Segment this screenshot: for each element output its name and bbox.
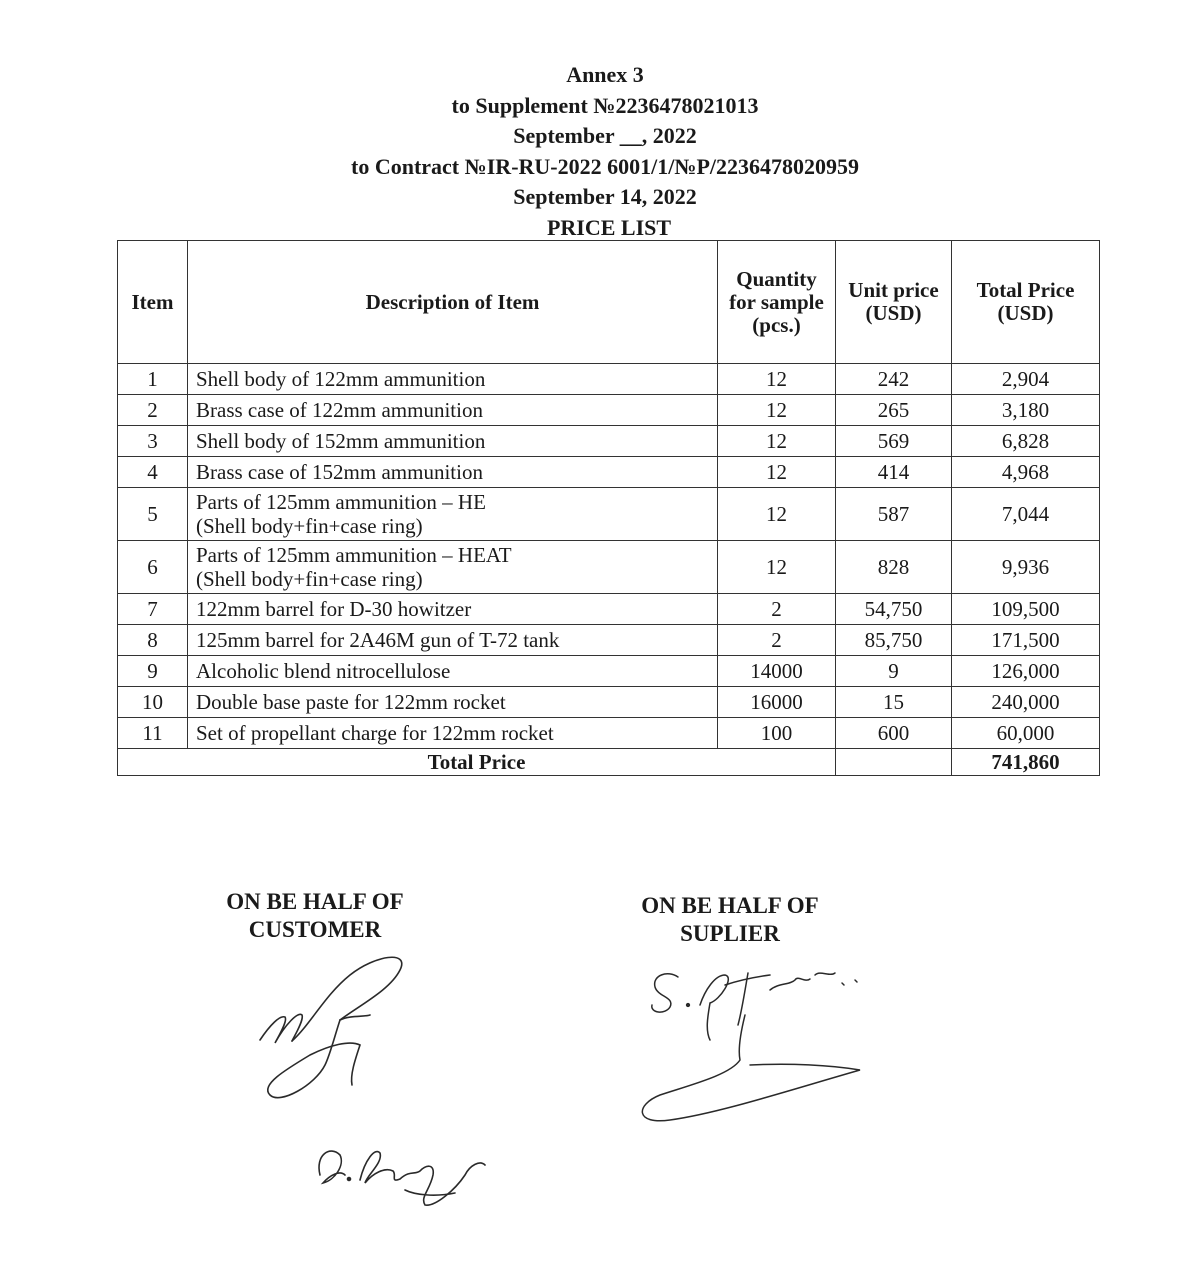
table-row — [118, 457, 1100, 488]
item-number: 10 — [118, 687, 188, 718]
header-quantity: Quantity for sample (pcs.) — [718, 241, 836, 364]
supplier-label-line2: SUPLIER — [680, 921, 780, 946]
table-row — [118, 541, 1100, 594]
item-unit-price: 54,750 — [836, 594, 952, 625]
price-list-title: PRICE LIST — [546, 215, 672, 240]
table-row — [118, 426, 1100, 457]
table-row — [118, 594, 1100, 625]
supplier-label-line1: ON BE HALF OF — [641, 893, 819, 918]
item-unit-price: 265 — [836, 395, 952, 426]
item-number: 6 — [118, 541, 188, 594]
item-description: 125mm barrel for 2A46M gun of T-72 tank — [188, 625, 718, 656]
header-item: Item — [118, 241, 188, 364]
item-unit-price: 828 — [836, 541, 952, 594]
total-empty-cell — [836, 749, 952, 776]
item-number: 7 — [118, 594, 188, 625]
table-row — [118, 718, 1100, 749]
item-unit-price: 414 — [836, 457, 952, 488]
total-row — [118, 749, 1100, 776]
item-description: Shell body of 152mm ammunition — [188, 426, 718, 457]
item-total-price: 4,968 — [952, 457, 1100, 488]
table-row — [118, 656, 1100, 687]
item-number: 4 — [118, 457, 188, 488]
supplier-signature — [630, 955, 890, 1130]
item-quantity: 12 — [718, 395, 836, 426]
item-total-price: 2,904 — [952, 364, 1100, 395]
item-number: 2 — [118, 395, 188, 426]
total-label: Total Price — [118, 749, 836, 776]
table-row — [118, 488, 1100, 541]
table-row — [118, 687, 1100, 718]
item-number: 9 — [118, 656, 188, 687]
item-quantity: 12 — [718, 426, 836, 457]
customer-label-line2: CUSTOMER — [248, 917, 382, 942]
item-unit-price: 600 — [836, 718, 952, 749]
item-quantity: 2 — [718, 594, 836, 625]
item-unit-price: 587 — [836, 488, 952, 541]
item-quantity: 12 — [718, 488, 836, 541]
item-quantity: 12 — [718, 457, 836, 488]
header-unit-price: Unit price (USD) — [836, 241, 952, 364]
table-header-row — [118, 241, 1100, 364]
total-value: 741,860 — [952, 749, 1100, 776]
contract-reference: to Contract №IR-RU-2022 6001/1/№P/2236478020959 — [351, 153, 859, 179]
item-total-price: 109,500 — [952, 594, 1100, 625]
item-unit-price: 15 — [836, 687, 952, 718]
customer-secondary-signature — [305, 1135, 495, 1215]
contract-date: September 14, 2022 — [513, 184, 697, 209]
supplier-signature-label — [585, 892, 875, 948]
item-description: Brass case of 122mm ammunition — [188, 395, 718, 426]
item-total-price: 60,000 — [952, 718, 1100, 749]
item-description: Shell body of 122mm ammunition — [188, 364, 718, 395]
item-description: Brass case of 152mm ammunition — [188, 457, 718, 488]
price-list-table — [117, 240, 1100, 776]
item-quantity: 100 — [718, 718, 836, 749]
document-header — [0, 60, 1192, 213]
annex-title: Annex 3 — [566, 62, 644, 87]
item-description: Set of propellant charge for 122mm rocket — [188, 718, 718, 749]
item-total-price: 171,500 — [952, 625, 1100, 656]
item-total-price: 126,000 — [952, 656, 1100, 687]
item-description: Parts of 125mm ammunition – HEAT (Shell body+fin+case ring) — [188, 541, 718, 594]
item-total-price: 9,936 — [952, 541, 1100, 594]
item-total-price: 3,180 — [952, 395, 1100, 426]
item-quantity: 12 — [718, 364, 836, 395]
item-description: Parts of 125mm ammunition – HE (Shell body+fin+case ring) — [188, 488, 718, 541]
customer-label-line1: ON BE HALF OF — [226, 889, 404, 914]
item-total-price: 6,828 — [952, 426, 1100, 457]
item-unit-price: 569 — [836, 426, 952, 457]
item-unit-price: 9 — [836, 656, 952, 687]
supplement-reference: to Supplement №2236478021013 — [451, 92, 759, 118]
supplement-date: September __, 2022 — [513, 123, 697, 148]
item-unit-price: 85,750 — [836, 625, 952, 656]
item-quantity: 2 — [718, 625, 836, 656]
item-description: 122mm barrel for D-30 howitzer — [188, 594, 718, 625]
table-row — [118, 395, 1100, 426]
item-number: 3 — [118, 426, 188, 457]
item-quantity: 16000 — [718, 687, 836, 718]
item-unit-price: 242 — [836, 364, 952, 395]
customer-signature — [240, 945, 430, 1115]
header-total-price: Total Price (USD) — [952, 241, 1100, 364]
item-total-price: 7,044 — [952, 488, 1100, 541]
table-row — [118, 625, 1100, 656]
header-description: Description of Item — [188, 241, 718, 364]
item-quantity: 14000 — [718, 656, 836, 687]
item-number: 1 — [118, 364, 188, 395]
item-number: 11 — [118, 718, 188, 749]
item-quantity: 12 — [718, 541, 836, 594]
table-row — [118, 364, 1100, 395]
customer-signature-label — [170, 888, 460, 944]
item-number: 5 — [118, 488, 188, 541]
item-number: 8 — [118, 625, 188, 656]
item-description: Alcoholic blend nitrocellulose — [188, 656, 718, 687]
item-total-price: 240,000 — [952, 687, 1100, 718]
item-description: Double base paste for 122mm rocket — [188, 687, 718, 718]
